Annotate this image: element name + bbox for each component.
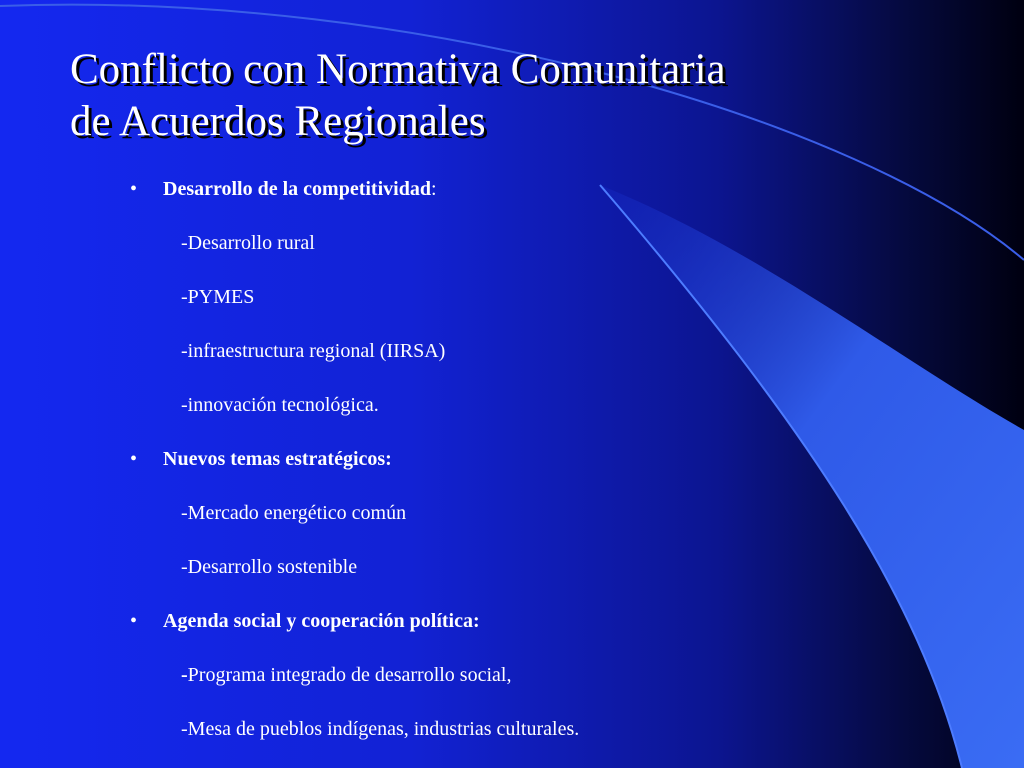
title-line-1: Conflicto con Normativa Comunitaria <box>70 46 726 93</box>
list-item-dash: - <box>181 664 188 686</box>
bullet-heading <box>130 177 437 201</box>
title-line-2: de Acuerdos Regionales <box>70 98 486 145</box>
bullet-glyph: • <box>130 610 138 632</box>
list-item: -Mesa de pueblos indígenas, industrias culturales. <box>181 718 580 740</box>
list-item: -Mercado energético común <box>181 502 407 524</box>
bullet-heading-text: Agenda social y cooperación política: <box>163 610 480 632</box>
bullet-heading <box>130 609 480 633</box>
bullet-heading <box>130 447 392 471</box>
list-item: -infraestructura regional (IIRSA) <box>181 340 446 362</box>
bullet-heading-text: Desarrollo de la competitividad <box>163 178 431 200</box>
bullet-heading-suffix: : <box>430 178 437 200</box>
list-item: -innovación tecnológica. <box>181 394 379 416</box>
bullet-heading-text: Nuevos temas estratégicos: <box>163 448 392 470</box>
bullet-glyph: • <box>130 178 138 200</box>
list-item: -Desarrollo rural <box>181 232 315 254</box>
list-item-text: Programa integrado de desarrollo social, <box>187 664 512 686</box>
list-item <box>181 663 511 687</box>
list-item: -PYMES <box>181 286 255 308</box>
list-item: -Desarrollo sostenible <box>181 556 358 578</box>
bullet-glyph: • <box>130 448 138 470</box>
